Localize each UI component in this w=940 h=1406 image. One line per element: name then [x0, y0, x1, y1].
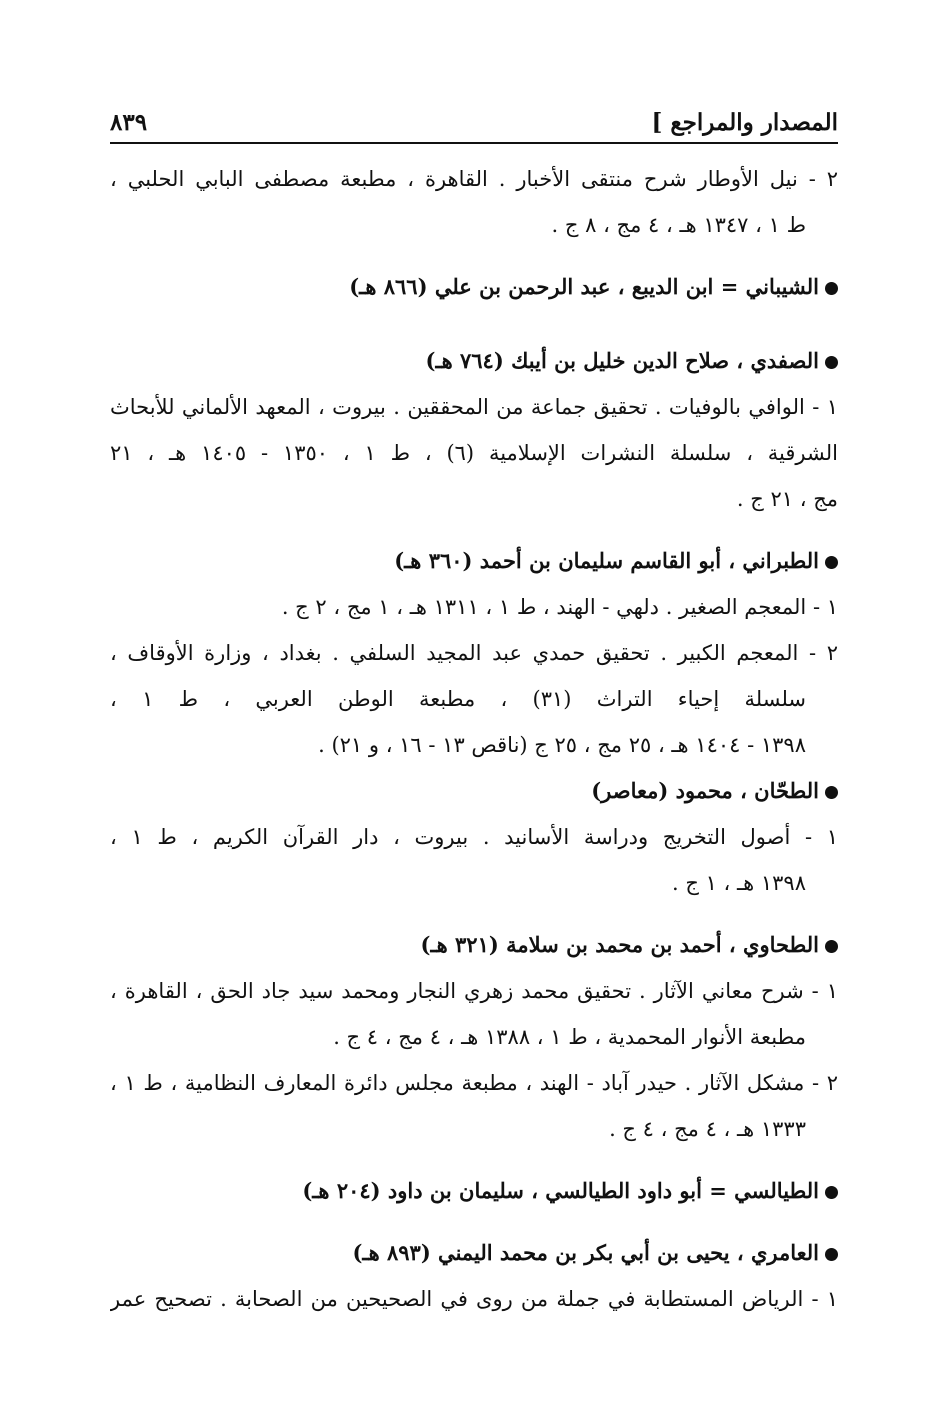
- entry-line: ط ١ ، ١٣٤٧ هـ ، ٤ مج ، ٨ ج .: [551, 213, 806, 237]
- bullet-icon: [825, 1186, 838, 1199]
- entry-line: ١ - المعجم الصغير . دلهي - الهند ، ط ١ ، ١٣١١ هـ ، ١ مج ، ٢ ج .: [281, 595, 838, 619]
- bullet-icon: [825, 1248, 838, 1261]
- author-text: الشيباني = ابن الديبع ، عبد الرحمن بن علي (٨٦٦ هـ): [349, 274, 819, 299]
- entry-line: ١ - الوافي بالوفيات . تحقيق جماعة من المحققين . بيروت ، المعهد الألماني للأبحاث: [110, 395, 838, 419]
- author-text: الطحّان ، محمود (معاصر): [591, 778, 819, 803]
- entry-line: مطبعة الأنوار المحمدية ، ط ١ ، ١٣٨٨ هـ ، ٤ مج ، ٤ ج .: [333, 1025, 806, 1049]
- author-text: الطحاوي ، أحمد بن محمد بن سلامة (٣٢١ هـ): [420, 932, 819, 957]
- entry-line: الشرقية ، سلسلة النشرات الإسلامية (٦) ، ط ١ ، ١٣٥٠ - ١٤٠٥ هـ ، ٢١: [110, 441, 838, 465]
- entry-line: ١٣٩٨ هـ ، ١ ج .: [671, 871, 806, 895]
- entry-line: ١ - الرياض المستطابة في جملة من روى في الصحيحين من الصحابة . تصحيح عمر: [110, 1287, 838, 1311]
- author-heading: [110, 538, 838, 584]
- bullet-icon: [825, 940, 838, 953]
- bullet-icon: [825, 786, 838, 799]
- entry-line: ١ - شرح معاني الآثار . تحقيق محمد زهري النجار ومحمد سيد جاد الحق ، القاهرة ،: [110, 979, 838, 1003]
- author-heading: [110, 768, 838, 814]
- author-heading: [110, 1168, 838, 1214]
- author-heading: [110, 1230, 838, 1276]
- running-header: [110, 92, 838, 144]
- entry-line: ٢ - مشكل الآثار . حيدر آباد - الهند ، مطبعة مجلس دائرة المعارف النظامية ، ط ١ ،: [110, 1071, 838, 1095]
- author-text: الطيالسي = أبو داود الطيالسي ، سليمان بن داود (٢٠٤ هـ): [302, 1178, 819, 1203]
- author-heading: [110, 922, 838, 968]
- page-number: ٨٣٩: [110, 109, 148, 136]
- entry-line: ١٣٣٣ هـ ، ٤ مج ، ٤ ج .: [609, 1117, 806, 1141]
- author-text: الصفدي ، صلاح الدين خليل بن أيبك (٧٦٤ هـ): [425, 348, 819, 373]
- bullet-icon: [825, 282, 838, 295]
- entry-line: ١٣٩٨ - ١٤٠٤ هـ ، ٢٥ مج ، ٢٥ ج (ناقص ١٣ - ١٦ ، و ٢١) .: [318, 733, 806, 757]
- entry-line: سلسلة إحياء التراث (٣١) ، مطبعة الوطن العربي ، ط ١ ،: [110, 687, 806, 711]
- entry-line: ٢ - نيل الأوطار شرح منتقى الأخبار . القاهرة ، مطبعة مصطفى البابي الحلبي ،: [110, 167, 838, 191]
- entry-line: مج ، ٢١ ج .: [736, 487, 838, 511]
- bullet-icon: [825, 556, 838, 569]
- bibliography-content: [110, 144, 838, 1322]
- page: [110, 92, 838, 1322]
- section-title: المصدار والمراجع ]: [651, 109, 838, 136]
- author-heading: [110, 264, 838, 310]
- entry-line: ٢ - المعجم الكبير . تحقيق حمدي عبد المجيد السلفي . بغداد ، وزارة الأوقاف ،: [110, 641, 838, 665]
- author-text: العامري ، يحيى بن أبي بكر بن محمد اليمني (٨٩٣ هـ): [352, 1240, 819, 1265]
- entry-line: ١ - أصول التخريج ودراسة الأسانيد . بيروت ، دار القرآن الكريم ، ط ١ ،: [110, 825, 838, 849]
- author-text: الطبراني ، أبو القاسم سليمان بن أحمد (٣٦٠ هـ): [394, 548, 819, 573]
- bullet-icon: [825, 356, 838, 369]
- author-heading: [110, 338, 838, 384]
